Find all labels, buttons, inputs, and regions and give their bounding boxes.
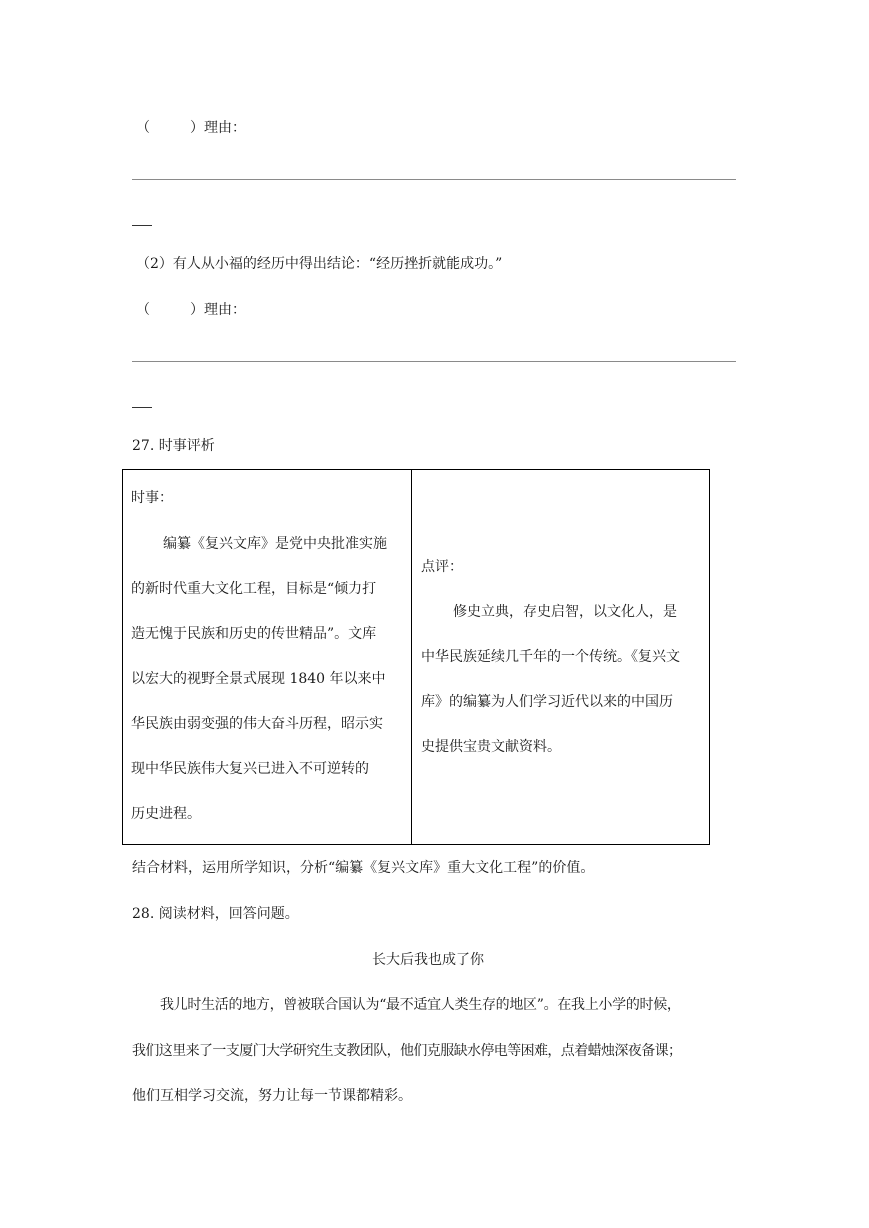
news-line: 编纂《复兴文库》是党中央批准实施 <box>163 536 387 552</box>
answer-rule-stub-1 <box>132 225 152 226</box>
news-line: 华民族由弱变强的伟大奋斗历程，昭示实 <box>131 716 383 732</box>
passage-line: 我儿时生活的地方，曾被联合国认为“最不适宜人类生存的地区”。在我上小学的时候， <box>160 997 681 1013</box>
comment-line: 史提供宝贵文献资料。 <box>421 739 561 755</box>
answer-rule-2 <box>132 361 736 362</box>
comment-line: 库》的编纂为人们学习近代以来的中国历 <box>421 694 673 710</box>
answer-prompt-2 <box>136 300 246 320</box>
passage-line: 他们互相学习交流，努力让每一节课都精彩。 <box>132 1088 412 1104</box>
news-line: 现中华民族伟大复兴已进入不可逆转的 <box>131 761 369 777</box>
news-label: 时事： <box>131 490 173 506</box>
passage-title: 长大后我也成了你 <box>372 952 484 968</box>
comment-line: 修史立典，存史启智，以文化人，是 <box>453 604 677 620</box>
answer-reason-label: ）理由： <box>190 120 246 136</box>
answer-prompt-1 <box>136 118 246 138</box>
news-line: 造无愧于民族和历史的传世精品”。文库 <box>131 626 377 642</box>
question-26-item-2: （2）有人从小福的经历中得出结论：“经历挫折就能成功。” <box>136 256 503 272</box>
question-27-prompt: 结合材料，运用所学知识，分析“编纂《复兴文库》重大文化工程”的价值。 <box>132 860 595 876</box>
answer-rule-stub-2 <box>132 407 152 408</box>
comment-label: 点评： <box>421 559 463 575</box>
question-28-heading: 28. 阅读材料，回答问题。 <box>132 906 299 922</box>
news-line: 的新时代重大文化工程，目标是“倾力打 <box>131 581 377 597</box>
answer-rule-1 <box>132 179 736 180</box>
news-line: 以宏大的视野全景式展现 1840 年以来中 <box>131 671 386 687</box>
answer-paren-open: （ <box>136 120 150 136</box>
news-comment-table <box>122 469 710 845</box>
answer-paren-open: （ <box>136 302 150 318</box>
news-line: 历史进程。 <box>131 806 201 822</box>
question-27-heading: 27. 时事评析 <box>132 438 215 454</box>
table-divider <box>411 470 412 844</box>
passage-line: 我们这里来了一支厦门大学研究生支教团队，他们克服缺水停电等困难，点着蜡烛深夜备课； <box>132 1043 682 1059</box>
comment-line: 中华民族延续几千年的一个传统。《复兴文 <box>421 649 680 665</box>
answer-reason-label: ）理由： <box>190 302 246 318</box>
